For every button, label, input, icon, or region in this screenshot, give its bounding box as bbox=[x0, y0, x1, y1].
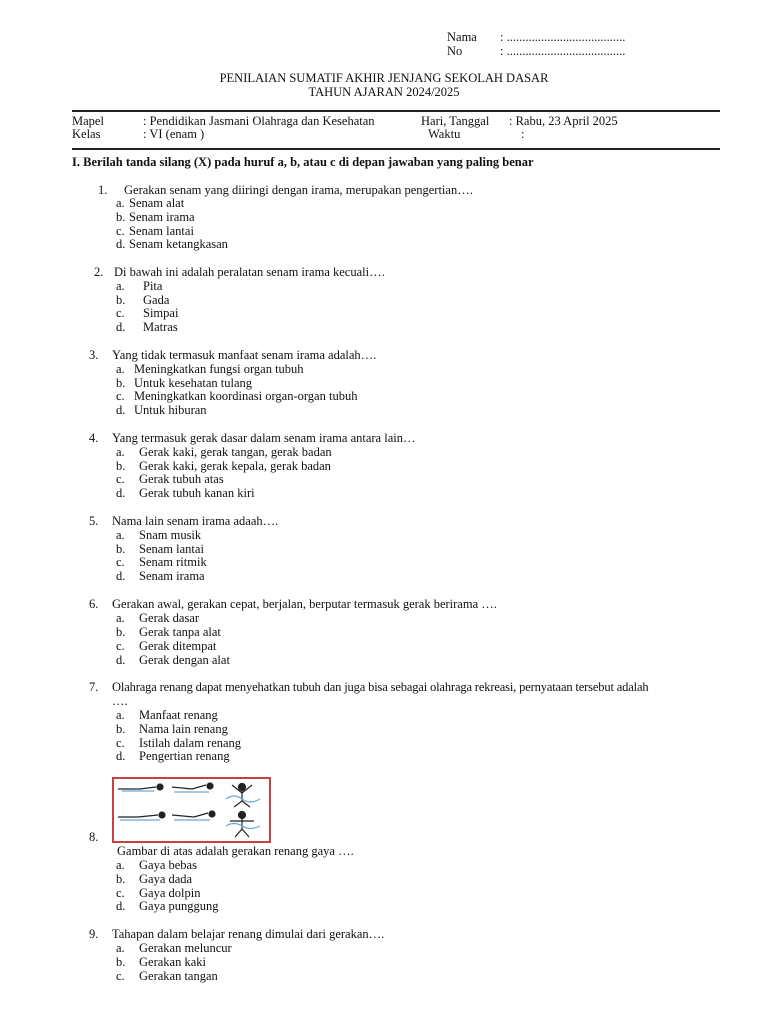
question-number: 2. bbox=[94, 265, 104, 279]
option-text[interactable]: Istilah dalam renang bbox=[139, 736, 242, 750]
waktu-value: : bbox=[521, 127, 525, 141]
option-letter[interactable]: d. bbox=[116, 237, 126, 251]
option-letter[interactable]: c. bbox=[116, 886, 125, 900]
option-letter[interactable]: d. bbox=[116, 403, 126, 417]
question-number: 8. bbox=[89, 830, 99, 844]
option-letter[interactable]: a. bbox=[116, 708, 125, 722]
option-text[interactable]: Gerakan kaki bbox=[139, 955, 206, 969]
name-label: Nama bbox=[447, 30, 477, 44]
option-letter[interactable]: a. bbox=[116, 941, 125, 955]
option-letter[interactable]: c. bbox=[116, 472, 125, 486]
option-letter[interactable]: b. bbox=[116, 625, 126, 639]
name-field[interactable]: : ...................................... bbox=[500, 30, 626, 44]
option-text[interactable]: Gerak kaki, gerak kepala, gerak badan bbox=[139, 459, 331, 473]
option-text[interactable]: Gaya dolpin bbox=[139, 886, 201, 900]
question-text: Di bawah ini adalah peralatan senam irama kecuali…. bbox=[114, 265, 385, 279]
option-letter[interactable]: a. bbox=[116, 362, 125, 376]
option-letter[interactable]: c. bbox=[116, 555, 125, 569]
option-text[interactable]: Senam ketangkasan bbox=[129, 237, 228, 251]
option-letter[interactable]: b. bbox=[116, 376, 126, 390]
option-text[interactable]: Gerakan meluncur bbox=[139, 941, 232, 955]
option-text[interactable]: Pita bbox=[143, 279, 163, 293]
question-number: 6. bbox=[89, 597, 99, 611]
option-text[interactable]: Snam musik bbox=[139, 528, 202, 542]
option-text[interactable]: Gaya dada bbox=[139, 872, 193, 886]
option-letter[interactable]: d. bbox=[116, 486, 126, 500]
option-letter[interactable]: c. bbox=[116, 389, 125, 403]
option-letter[interactable]: a. bbox=[116, 279, 125, 293]
option-letter[interactable]: b. bbox=[116, 210, 126, 224]
option-text[interactable]: Simpai bbox=[143, 306, 179, 320]
question-text: Gerakan awal, gerakan cepat, berjalan, berputar termasuk gerak berirama …. bbox=[112, 597, 497, 611]
option-letter[interactable]: a. bbox=[116, 528, 125, 542]
option-text[interactable]: Gerak kaki, gerak tangan, gerak badan bbox=[139, 445, 332, 459]
option-letter[interactable]: a. bbox=[116, 858, 125, 872]
section-instruction: I. Berilah tanda silang (X) pada huruf a, b, atau c di depan jawaban yang paling benar bbox=[72, 155, 534, 169]
no-label: No bbox=[447, 44, 463, 58]
option-text[interactable]: Untuk kesehatan tulang bbox=[134, 376, 253, 390]
option-text[interactable]: Senam irama bbox=[139, 569, 205, 583]
option-text[interactable]: Nama lain renang bbox=[139, 722, 228, 736]
option-text[interactable]: Gerak tanpa alat bbox=[139, 625, 221, 639]
divider-top bbox=[72, 110, 720, 112]
question-number: 9. bbox=[89, 927, 99, 941]
option-letter[interactable]: c. bbox=[116, 736, 125, 750]
question-number: 1. bbox=[98, 183, 108, 197]
option-letter[interactable]: b. bbox=[116, 542, 126, 556]
option-text[interactable]: Senam lantai bbox=[139, 542, 204, 556]
option-letter[interactable]: d. bbox=[116, 320, 126, 334]
option-letter[interactable]: b. bbox=[116, 955, 126, 969]
question-number: 5. bbox=[89, 514, 99, 528]
mapel-label: Mapel bbox=[72, 114, 104, 128]
option-text[interactable]: Pengertian renang bbox=[139, 749, 230, 763]
question-number: 4. bbox=[89, 431, 99, 445]
swimming-illustration bbox=[112, 777, 271, 843]
option-text[interactable]: Gerak dengan alat bbox=[139, 653, 230, 667]
option-letter[interactable]: c. bbox=[116, 224, 125, 238]
option-text[interactable]: Untuk hiburan bbox=[134, 403, 207, 417]
question-number: 3. bbox=[89, 348, 99, 362]
option-text[interactable]: Gaya bebas bbox=[139, 858, 197, 872]
option-letter[interactable]: b. bbox=[116, 722, 126, 736]
option-text[interactable]: Gerak tubuh atas bbox=[139, 472, 224, 486]
kelas-value: : VI (enam ) bbox=[143, 127, 205, 141]
question-text: Yang termasuk gerak dasar dalam senam irama antara lain… bbox=[112, 431, 416, 445]
option-text[interactable]: Gaya punggung bbox=[139, 899, 219, 913]
option-text[interactable]: Senam ritmik bbox=[139, 555, 207, 569]
question-text: Yang tidak termasuk manfaat senam irama adalah…. bbox=[112, 348, 377, 362]
option-text[interactable]: Senam lantai bbox=[129, 224, 194, 238]
option-text[interactable]: Gerak tubuh kanan kiri bbox=[139, 486, 255, 500]
option-text[interactable]: Gerak ditempat bbox=[139, 639, 217, 653]
question-text: Nama lain senam irama adaah…. bbox=[112, 514, 279, 528]
hari-label: Hari, Tanggal bbox=[421, 114, 490, 128]
option-letter[interactable]: b. bbox=[116, 459, 126, 473]
option-text[interactable]: Gada bbox=[143, 293, 170, 307]
exam-title: PENILAIAN SUMATIF AKHIR JENJANG SEKOLAH DASAR bbox=[219, 71, 549, 85]
hari-value: : Rabu, 23 April 2025 bbox=[509, 114, 618, 128]
option-letter[interactable]: a. bbox=[116, 611, 125, 625]
waktu-label: Waktu bbox=[428, 127, 461, 141]
option-letter[interactable]: a. bbox=[116, 196, 125, 210]
option-letter[interactable]: d. bbox=[116, 653, 126, 667]
no-field[interactable]: : ...................................... bbox=[500, 44, 626, 58]
option-text[interactable]: Gerak dasar bbox=[139, 611, 200, 625]
school-year: TAHUN AJARAN 2024/2025 bbox=[308, 85, 460, 99]
mapel-value: : Pendidikan Jasmani Olahraga dan Kesehatan bbox=[143, 114, 375, 128]
option-letter[interactable]: b. bbox=[116, 293, 126, 307]
option-text[interactable]: Meningkatkan fungsi organ tubuh bbox=[134, 362, 304, 376]
option-letter[interactable]: d. bbox=[116, 749, 126, 763]
option-letter[interactable]: c. bbox=[116, 969, 125, 983]
swimming-figures-image bbox=[114, 779, 269, 841]
question-text-continued: …. bbox=[112, 694, 128, 708]
option-text[interactable]: Meningkatkan koordinasi organ-organ tubuh bbox=[134, 389, 358, 403]
option-text[interactable]: Senam alat bbox=[129, 196, 185, 210]
option-letter[interactable]: c. bbox=[116, 639, 125, 653]
option-text[interactable]: Matras bbox=[143, 320, 178, 334]
question-text: Olahraga renang dapat menyehatkan tubuh dan juga bisa sebagai olahraga rekreasi, pernyataan tersebut adalah bbox=[112, 680, 649, 694]
option-letter[interactable]: b. bbox=[116, 872, 126, 886]
option-letter[interactable]: c. bbox=[116, 306, 125, 320]
question-text: Tahapan dalam belajar renang dimulai dari gerakan…. bbox=[112, 927, 385, 941]
question-number: 7. bbox=[89, 680, 99, 694]
option-text[interactable]: Senam irama bbox=[129, 210, 195, 224]
option-letter[interactable]: d. bbox=[116, 569, 126, 583]
divider-bottom bbox=[72, 148, 720, 150]
option-text[interactable]: Gerakan tangan bbox=[139, 969, 218, 983]
question-text: Gambar di atas adalah gerakan renang gaya …. bbox=[117, 844, 354, 858]
kelas-label: Kelas bbox=[72, 127, 101, 141]
question-text: Gerakan senam yang diiringi dengan irama, merupakan pengertian…. bbox=[124, 183, 473, 197]
option-letter[interactable]: a. bbox=[116, 445, 125, 459]
option-text[interactable]: Manfaat renang bbox=[139, 708, 218, 722]
option-letter[interactable]: d. bbox=[116, 899, 126, 913]
